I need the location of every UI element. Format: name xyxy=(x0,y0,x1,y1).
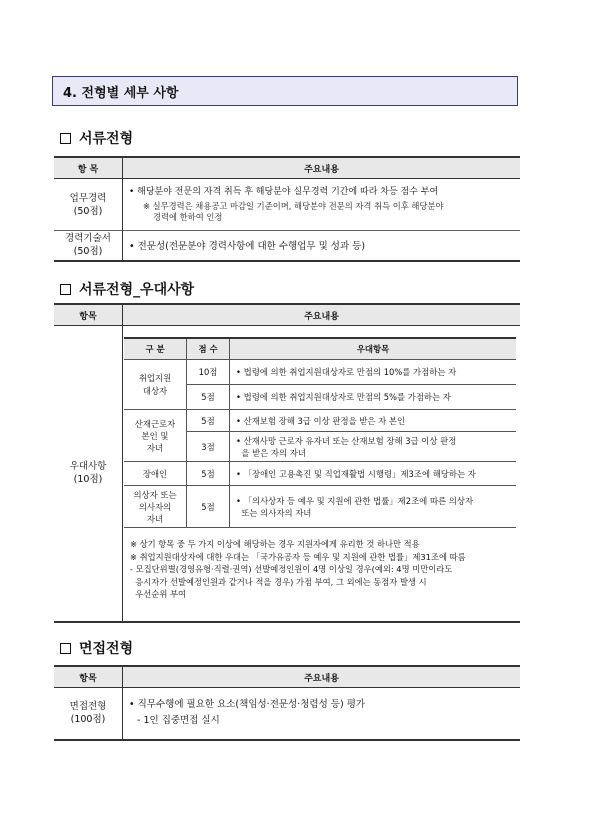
section-header-text: 4. 전형별 세부 사항 xyxy=(63,85,179,101)
table-row xyxy=(124,410,516,432)
checkbox-square-icon xyxy=(60,643,71,654)
category-cell: 취업지원 대상자 xyxy=(124,360,187,410)
preference-title xyxy=(60,279,194,299)
doc-screening-title xyxy=(60,128,133,148)
row-item-label: 우대사항 (10점) xyxy=(54,326,123,622)
table-row xyxy=(124,360,516,385)
inner-header-items: 우대항목 xyxy=(230,338,517,360)
note-line: ※ 취업지원대상자에 대한 우대는 「국가유공자 등 예우 및 지원에 관한 법률」제31조에 따름 xyxy=(130,551,466,562)
doc-screening-table xyxy=(54,156,520,262)
inner-header-score: 점 수 xyxy=(187,338,230,360)
category-cell: 산재근로자 본인 및 자녀 xyxy=(124,410,187,462)
interview-title xyxy=(60,638,133,658)
table-row xyxy=(54,179,520,231)
table-row xyxy=(124,486,516,528)
col-content-header: 주요내용 xyxy=(123,304,521,326)
score-cell: 10점 xyxy=(187,360,230,385)
category-cell: 장애인 xyxy=(124,462,187,486)
row-content-line: - 1인 집중면접 실시 xyxy=(137,715,220,727)
desc-cell: • 산재보험 장해 3급 이상 판정을 받은 자 본인 xyxy=(230,410,517,432)
table-row xyxy=(54,231,520,261)
desc-cell: • 산재사망 근로자 유자녀 또는 산재보험 장해 3급 이상 판정 을 받은 자의 자녀 xyxy=(230,432,517,462)
preference-inner-table xyxy=(124,337,516,528)
desc-cell: • 「장애인 고용촉진 및 직업재활법 시행령」제3조에 해당하는 자 xyxy=(230,462,517,486)
desc-cell: • 「의사상자 등 예우 및 지원에 관한 법률」제2조에 따른 의상자 또는 의사자의 자녀 xyxy=(230,486,517,528)
row-note-line: 경력에 한하여 인정 xyxy=(153,212,223,222)
interview-table xyxy=(54,665,520,741)
section-header xyxy=(52,76,518,106)
table-row xyxy=(124,462,516,486)
category-cell: 의상자 또는 의사자의 자녀 xyxy=(124,486,187,528)
col-item-header: 항목 xyxy=(54,666,123,688)
row-item-label: 경력기술서 (50점) xyxy=(54,231,123,261)
note-line: - 모집단위별(경영유형·직렬·권역) 선발예정인원이 4명 이상일 경우(예외: 4명 미만이라도 xyxy=(130,564,453,574)
checkbox-square-icon xyxy=(60,133,71,144)
score-cell: 5점 xyxy=(187,486,230,528)
col-content-header: 주요내용 xyxy=(123,666,521,688)
table-row xyxy=(54,688,520,740)
row-content-line: • 직무수행에 필요한 요소(책임성·전문성·청렴성 등) 평가 xyxy=(129,699,366,711)
checkbox-square-icon xyxy=(60,284,71,295)
interview-title-text: 면접전형 xyxy=(79,641,134,657)
row-content-line: • 전문성(전문분야 경력사항에 대한 수행업무 및 성과 등) xyxy=(123,231,521,261)
score-cell: 5점 xyxy=(187,410,230,432)
score-cell: 5점 xyxy=(187,462,230,486)
score-cell: 5점 xyxy=(187,385,230,410)
desc-cell: • 법령에 의한 취업지원대상자로 만점의 5%를 가점하는 자 xyxy=(230,385,517,410)
inner-header-category: 구 분 xyxy=(124,338,187,360)
note-line: 응시자가 선발예정인원과 같거나 적을 경우) 가점 부여, 그 외에는 동점자 발생 시 xyxy=(130,576,427,587)
row-note-line: ※ 실무경력은 채용공고 마감일 기준이며, 해당분야 전문의 자격 취득 이후 해당분야 xyxy=(143,201,444,211)
preference-notes xyxy=(130,538,466,601)
col-content-header: 주요내용 xyxy=(123,157,521,179)
col-item-header: 항 목 xyxy=(54,157,123,179)
note-line: ※ 상기 항목 중 두 가지 이상에 해당하는 경우 지원자에게 유리한 것 하나만 적용 xyxy=(130,539,420,549)
desc-cell: • 법령에 의한 취업지원대상자로 만점의 10%를 가점하는 자 xyxy=(230,360,517,385)
row-content-line: • 해당분야 전문의 자격 취득 후 해당분야 실무경력 기간에 따라 차등 점수 부여 xyxy=(129,187,439,197)
row-item-label: 면접전형 (100점) xyxy=(54,688,123,740)
col-item-header: 항목 xyxy=(54,304,123,326)
score-cell: 3점 xyxy=(187,432,230,462)
note-line: 우선순위 부여 xyxy=(130,589,187,599)
doc-screening-title-text: 서류전형 xyxy=(79,131,134,147)
row-item-label: 업무경력 (50점) xyxy=(54,179,123,231)
preference-title-text: 서류전형_우대사항 xyxy=(79,282,195,298)
